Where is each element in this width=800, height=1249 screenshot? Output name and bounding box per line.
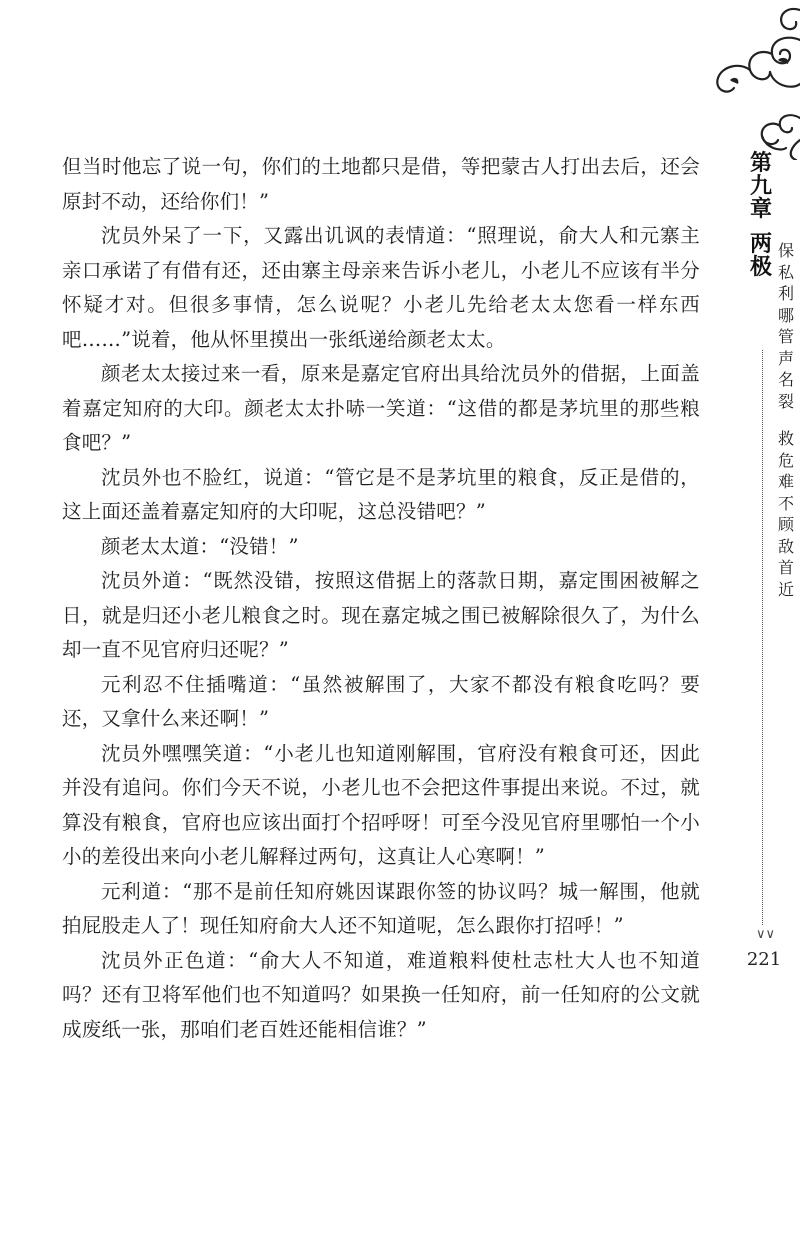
chevron-down-icon: ∨∨ [756,927,776,942]
body-text [62,150,700,1047]
chapter-number: 第九章 [749,151,772,222]
paragraph: 沈员外道：“既然没错，按照这借据上的落款日期，嘉定围困被解之日，就是归还小老儿粮食之时。现在嘉定城之围已被解除很久了，为什么却一直不见官府归还呢？” [62,569,700,661]
page-number: 221 [746,949,782,970]
paragraph-continuation: 但当时他忘了说一句，你们的土地都只是借，等把蒙古人打出去后，还会原封不动，还给你们！” [62,155,700,213]
paragraph: 元利道：“那不是前任知府姚因谋跟你签的协议吗？城一解围，他就拍屁股走人了！现任知府俞大人还不知道呢，怎么跟你打招呼！” [62,879,700,937]
chapter-subtitle [776,240,796,600]
dotted-rule [762,350,763,925]
cloud-ornament-icon [700,0,800,160]
chapter-subtitle-line: 救危难不顾敌首近 [777,429,794,599]
paragraph: 沈员外正色道：“俞大人不知道，难道粮料使杜志杜大人也不知道吗？还有卫将军他们也不知道吗？如果换一任知府，前一任知府的公文就成废纸一张，那咱们老百姓还能相信谁？” [62,948,700,1041]
chapter-subtitle-line: 保私利哪管声名裂 [777,241,794,411]
chapter-title: 两极 [749,232,772,280]
paragraph: 颜老太太道：“没错！” [101,534,299,558]
paragraph: 沈员外嘿嘿笑道：“小老儿也知道刚解围，官府没有粮食可还，因此并没有追问。你们今天不说，小老儿也不会把这件事提出来说。不过，就算没有粮食，官府也应该出面打个招呼呀！可至今没见官府里哪怕一个小小的差役出来向小老儿解释过两句，这真让人心寒啊！” [62,741,700,868]
paragraph: 颜老太太接过来一看，原来是嘉定官府出具给沈员外的借据，上面盖着嘉定知府的大印。颜老太太扑哧一笑道：“这借的都是茅坑里的那些粮食吧？” [62,362,700,454]
chapter-heading [748,152,774,279]
paragraph: 元利忍不住插嘴道：“虽然被解围了，大家不都没有粮食吃吗？要还，又拿什么来还啊！” [62,672,700,730]
paragraph: 沈员外呆了一下，又露出讥讽的表情道：“照理说，俞大人和元寨主亲口承诺了有借有还，还由寨主母亲来告诉小老儿，小老儿不应该有半分怀疑才对。但很多事情，怎么说呢？小老儿先给老太太您看一样东西吧……”说着，他从怀里摸出一张纸递给颜老太太。 [62,224,700,351]
paragraph: 沈员外也不脸红，说道：“管它是不是茅坑里的粮食，反正是借的，这上面还盖着嘉定知府的大印呢，这总没错吧？” [62,465,700,523]
